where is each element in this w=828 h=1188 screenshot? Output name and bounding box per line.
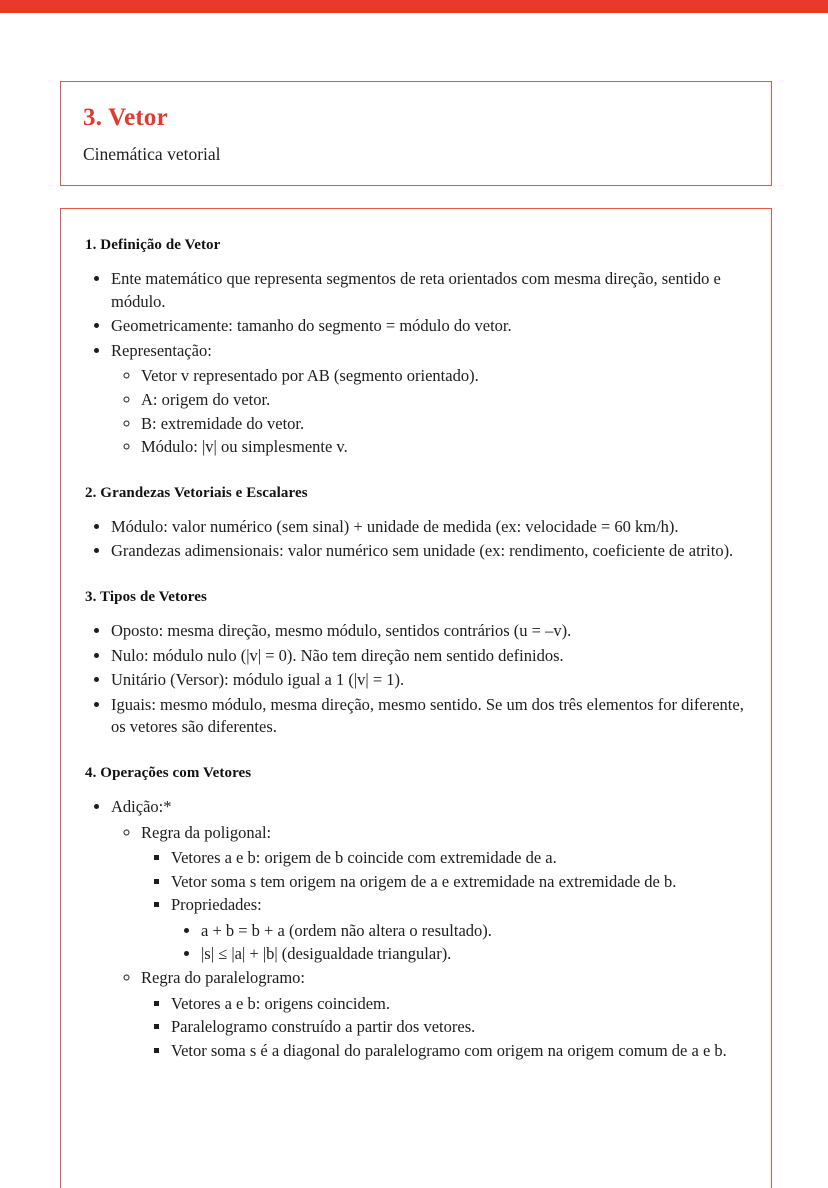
list-item-text: B: extremidade do vetor. xyxy=(141,413,305,433)
list-item xyxy=(171,894,747,966)
bullet-list-level-1 xyxy=(85,516,747,563)
list-item xyxy=(141,413,747,436)
list-item xyxy=(111,540,747,563)
list-item xyxy=(111,315,747,338)
list-item-text: Geometricamente: tamanho do segmento = módulo do vetor. xyxy=(111,316,512,336)
list-item-text: Grandezas adimensionais: valor numérico sem unidade (ex: rendimento, coeficiente de atrito). xyxy=(111,541,734,561)
list-item-text: Regra da poligonal: xyxy=(141,822,272,842)
list-item-text: Ente matemático que representa segmentos de reta orientados com mesma direção, sentido e módulo. xyxy=(111,269,721,311)
content-card xyxy=(60,208,772,1188)
bullet-list-level-4 xyxy=(171,920,747,966)
page-subtitle: Cinemática vetorial xyxy=(83,144,221,164)
section xyxy=(85,765,747,1063)
list-item xyxy=(111,268,747,313)
list-item-text: Vetores a e b: origem de b coincide com extremidade de a. xyxy=(171,848,557,868)
list-item xyxy=(111,669,747,692)
list-item xyxy=(111,645,747,668)
list-item-text: Propriedades: xyxy=(171,895,262,915)
bullet-list-level-2 xyxy=(111,822,747,1063)
section xyxy=(85,485,747,563)
bullet-list-level-1 xyxy=(85,268,747,459)
list-item xyxy=(111,516,747,539)
list-item-text: a + b = b + a (ordem não altera o resultado). xyxy=(201,920,492,940)
list-item xyxy=(171,1040,747,1063)
list-item-text: Nulo: módulo nulo (|v| = 0). Não tem direção nem sentido definidos. xyxy=(111,645,564,665)
list-item xyxy=(111,796,747,1063)
section-heading: 3. Tipos de Vetores xyxy=(85,588,207,605)
section-heading: 1. Definição de Vetor xyxy=(85,237,221,253)
title-card xyxy=(60,81,772,186)
list-item-text: Unitário (Versor): módulo igual a 1 (|v| = 1). xyxy=(111,670,405,690)
section-heading: 2. Grandezas Vetoriais e Escalares xyxy=(85,484,308,501)
list-item xyxy=(111,694,747,739)
list-item-text: Oposto: mesma direção, mesmo módulo, sentidos contrários (u = –v). xyxy=(111,620,572,640)
sections-container xyxy=(85,237,747,1062)
list-item xyxy=(141,967,747,1062)
list-item xyxy=(141,822,747,967)
section-heading: 4. Operações com Vetores xyxy=(85,764,252,781)
list-item-text: Vetores a e b: origens coincidem. xyxy=(171,993,391,1013)
list-item-text: Módulo: valor numérico (sem sinal) + unidade de medida (ex: velocidade = 60 km/h). xyxy=(111,516,679,536)
list-item-text: Vetor soma s é a diagonal do paralelogramo com origem na origem comum de a e b. xyxy=(171,1040,727,1060)
bullet-list-level-2 xyxy=(111,365,747,458)
bullet-list-level-3 xyxy=(141,847,747,966)
list-item-text: Representação: xyxy=(111,340,212,360)
list-item xyxy=(201,920,747,943)
section xyxy=(85,589,747,739)
list-item-text: Módulo: |v| ou simplesmente v. xyxy=(141,437,348,457)
section xyxy=(85,237,747,459)
list-item xyxy=(201,943,747,966)
list-item xyxy=(111,340,747,459)
list-item xyxy=(141,436,747,459)
page-title: 3. Vetor xyxy=(83,104,168,131)
list-item xyxy=(171,847,747,870)
list-item xyxy=(111,620,747,643)
list-item-text: Adição:* xyxy=(111,796,172,816)
list-item-text: Paralelogramo construído a partir dos vetores. xyxy=(171,1017,476,1037)
bullet-list-level-1 xyxy=(85,620,747,739)
bullet-list-level-1 xyxy=(85,796,747,1063)
list-item-text: Vetor soma s tem origem na origem de a e extremidade na extremidade de b. xyxy=(171,871,677,891)
list-item xyxy=(141,365,747,388)
list-item-text: Regra do paralelogramo: xyxy=(141,968,306,988)
list-item xyxy=(171,1016,747,1039)
list-item xyxy=(171,871,747,894)
list-item-text: A: origem do vetor. xyxy=(141,389,271,409)
list-item-text: |s| ≤ |a| + |b| (desigualdade triangular). xyxy=(201,944,452,964)
list-item xyxy=(141,389,747,412)
list-item xyxy=(171,993,747,1016)
list-item-text: Iguais: mesmo módulo, mesma direção, mesmo sentido. Se um dos três elementos for diferente, os vetores são diferentes. xyxy=(111,694,744,737)
list-item-text: Vetor v representado por AB (segmento orientado). xyxy=(141,366,479,386)
bullet-list-level-3 xyxy=(141,993,747,1063)
top-accent-bar xyxy=(0,0,828,13)
